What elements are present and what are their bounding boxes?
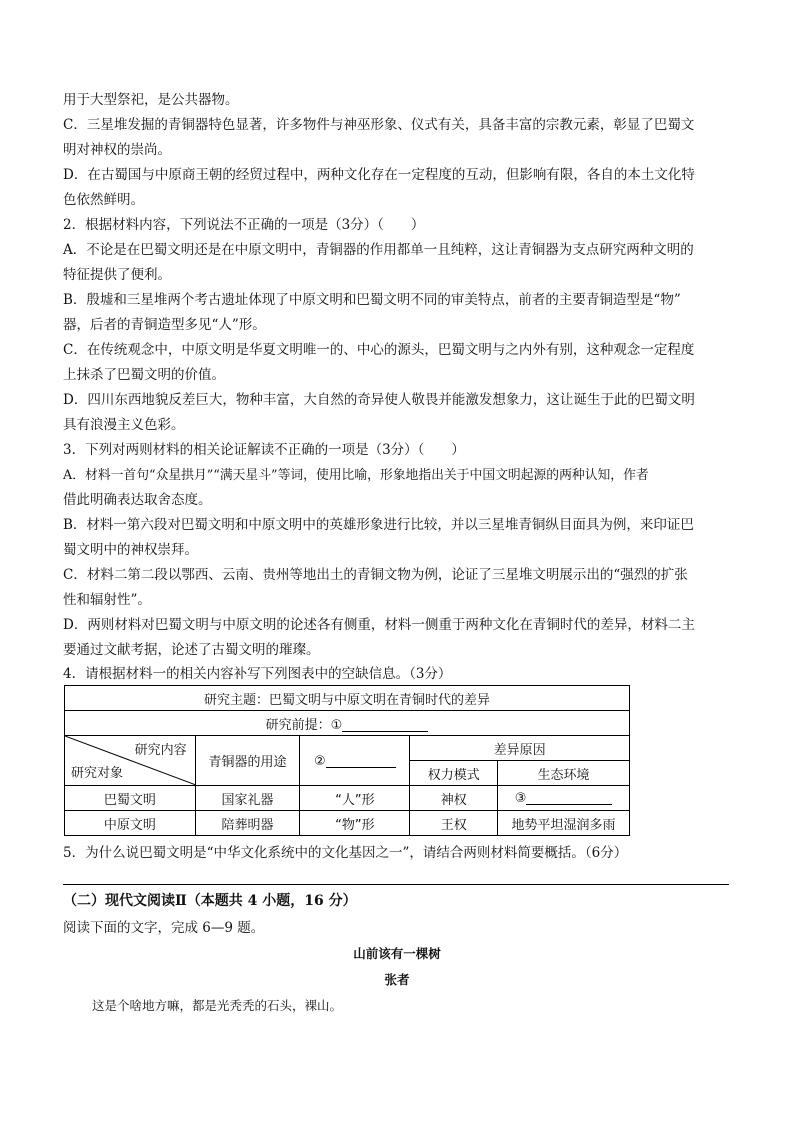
- answer-blank-2[interactable]: [326, 753, 396, 768]
- text-line: 要通过文献考据，论述了古蜀文明的璀璨。: [63, 642, 320, 658]
- text-line: 用于大型祭祀，是公共器物。: [63, 92, 239, 108]
- row-shape: “物”形: [300, 811, 410, 836]
- question-2: 2．根据材料内容，下列说法不正确的一项是（3分）（ ）: [63, 217, 425, 233]
- text-line: 明对神权的崇尚。: [63, 142, 171, 158]
- question-5: 5．为什么说巴蜀文明是“中华文化系统中的文化基因之一”，请结合两则材料简要概括。（6分）: [63, 845, 628, 861]
- table-premise: 研究前提：①: [65, 711, 630, 736]
- section-heading: （二）现代文阅读Ⅱ（本题共 4 小题，16 分）: [63, 893, 357, 909]
- text-line: 蜀文明中的神权崇拜。: [63, 542, 198, 558]
- row-env: ③: [498, 786, 630, 811]
- option-c-line: C．材料二第二段以鄂西、云南、贵州等地出土的青铜文物为例，论证了三星堆文明展示出的“强烈的扩张: [63, 567, 688, 583]
- table-theme: 研究主题：巴蜀文明与中原文明在青铜时代的差异: [65, 686, 630, 711]
- row-object: 中原文明: [65, 811, 196, 836]
- answer-blank-1[interactable]: [342, 717, 428, 732]
- text-line: 借此明确表达取舍态度。: [63, 492, 212, 508]
- story-title: 山前该有一棵树: [353, 946, 441, 961]
- option-d-line: D．两则材料对巴蜀文明与中原文明的论述各有侧重，材料一侧重于两种文化在青铜时代的差异，材料二主: [63, 617, 695, 633]
- option-a-line: A．材料一首句“众星拱月”“满天星斗”等词，使用比喻，形象地指出关于中国文明起源的两种认知，作者: [63, 468, 649, 483]
- option-b-line: B．殷墟和三星堆两个考古遗址体现了中原文明和巴蜀文明不同的审美特点，前者的主要青铜造型是“物”: [63, 292, 681, 308]
- option-b-line: B．材料一第六段对巴蜀文明和中原文明中的英雄形象进行比较，并以三星堆青铜纵目面具为例，来印证巴: [63, 517, 694, 533]
- table-row: [65, 811, 630, 836]
- option-d-line: D．四川东西地貌反差巨大，物种丰富，大自然的奇异使人敬畏并能激发想象力，这让诞生于此的巴蜀文明: [63, 392, 695, 408]
- option-d-line: D．在古蜀国与中原商王朝的经贸过程中，两种文化存在一定程度的互动，但影响有限，各自的本土文化特: [63, 167, 695, 183]
- row-object: 巴蜀文明: [65, 786, 196, 811]
- row-use: 国家礼器: [195, 786, 300, 811]
- row-shape: “人”形: [300, 786, 410, 811]
- row-use: 陪葬明器: [195, 811, 300, 836]
- option-c-line: C．在传统观念中，中原文明是华夏文明唯一的、中心的源头，巴蜀文明与之内外有别，这种观念一定程度: [63, 342, 695, 358]
- row-power: 王权: [410, 811, 498, 836]
- story-author: 张者: [384, 972, 410, 987]
- option-c-line: C．三星堆发掘的青铜器特色显著，许多物件与神巫形象、仪式有关，具备丰富的宗教元素，彰显了巴蜀文: [63, 117, 695, 133]
- question-4: 4．请根据材料一的相关内容补写下列图表中的空缺信息。（3分）: [63, 666, 452, 682]
- corner-top-label: 研究内容: [134, 743, 187, 758]
- answer-blank-3[interactable]: [526, 790, 612, 805]
- table-row: [65, 786, 630, 811]
- header-blank: ②: [300, 736, 410, 786]
- question-3: 3．下列对两则材料的相关论证解读不正确的一项是（3分）（ ）: [63, 442, 465, 458]
- row-env: 地势平坦湿润多雨: [498, 811, 630, 836]
- text-line: 性和辐射性”。: [63, 592, 151, 608]
- header-use: 青铜器的用途: [195, 736, 300, 786]
- text-line: 器，后者的青铜造型多见“人”形。: [63, 317, 266, 333]
- text-line: 上抹杀了巴蜀文明的价值。: [63, 367, 225, 383]
- text-line: 特征提供了便利。: [63, 267, 171, 283]
- story-paragraph: 这是个啥地方嘛，都是光秃秃的石头，裸山。: [92, 998, 343, 1013]
- corner-bottom-label: 研究对象: [71, 766, 124, 781]
- research-table: [64, 685, 630, 836]
- table-corner-cell: [65, 736, 196, 786]
- row-power: 神权: [410, 786, 498, 811]
- reading-instruction: 阅读下面的文字，完成 6—9 题。: [63, 920, 265, 936]
- section-divider: [63, 884, 729, 885]
- option-a-line: A．不论是在巴蜀文明还是在中原文明中，青铜器的作用都单一且纯粹，这让青铜器为支点研究两种文明的: [63, 242, 694, 258]
- text-line: 色依然鲜明。: [63, 192, 144, 208]
- header-env: 生态环境: [498, 761, 630, 786]
- header-power: 权力模式: [410, 761, 498, 786]
- header-diff: 差异原因: [410, 736, 630, 761]
- text-line: 具有浪漫主义色彩。: [63, 417, 185, 433]
